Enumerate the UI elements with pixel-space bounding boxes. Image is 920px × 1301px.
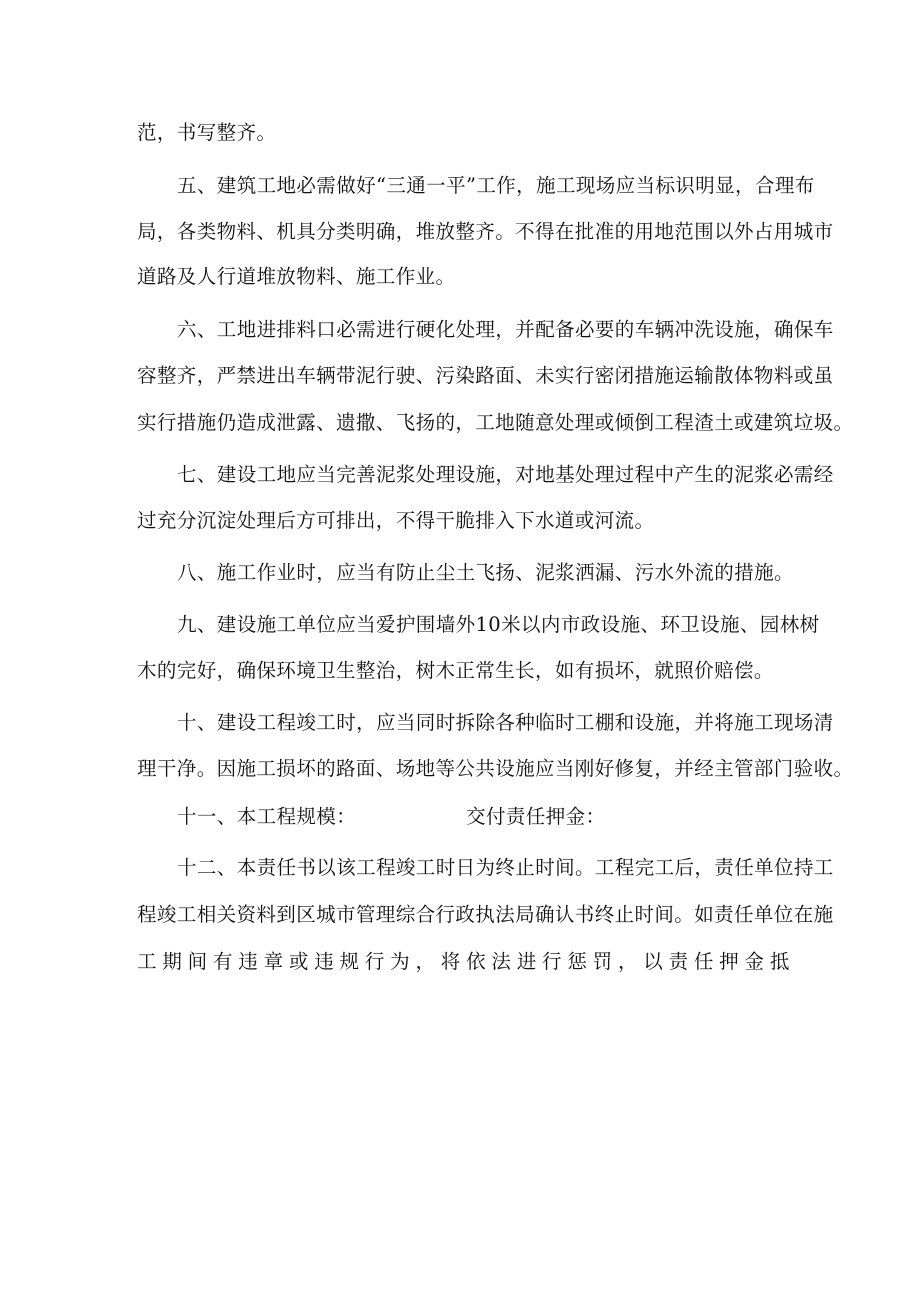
deposit-label: 交付责任押金： — [466, 805, 606, 828]
paragraph-12-line: 十二、本责任书以该工程竣工时日为终止时间。工程完工后，责任单位持工 — [177, 856, 834, 879]
paragraph-5-line: 五、建筑工地必需做好“三通一平”工作，施工现场应当标识明显，合理布 — [177, 174, 815, 197]
project-scale-label: 十一、本工程规模： — [177, 805, 357, 828]
justified-char: 行 — [542, 950, 562, 973]
paragraph-5-line: 道路及人行道堆放物料、施工作业。 — [137, 265, 456, 288]
justified-char: 押 — [719, 950, 740, 973]
paragraph-11-line — [177, 802, 837, 832]
justified-char: 任 — [693, 950, 714, 973]
justified-char: 抵 — [769, 950, 790, 973]
justified-char: 为 — [390, 950, 411, 973]
justified-char: 以 — [643, 950, 664, 973]
justified-char: 惩 — [567, 950, 588, 973]
justified-char: 罚 — [592, 950, 613, 973]
paragraph-12-last-line — [137, 947, 790, 977]
justified-char: 违 — [314, 950, 335, 973]
paragraph-9-line: 九、建设施工单位应当爱护围墙外10米以内市政设施、环卫设施、园林树 — [177, 613, 820, 636]
text-line: 范，书写整齐。 — [137, 121, 277, 144]
justified-char: 或 — [288, 950, 309, 973]
justified-char: 有 — [212, 950, 233, 973]
justified-char: 章 — [263, 950, 284, 973]
justified-char: 期 — [162, 950, 183, 973]
justified-char: 依 — [466, 950, 486, 973]
paragraph-9-line: 木的完好，确保环境卫生整治，树木正常生长，如有损坏，就照价赔偿。 — [137, 659, 774, 682]
paragraph-7-line: 过充分沉淀处理后方可排出，不得干脆排入下水道或河流。 — [137, 509, 655, 532]
justified-char: 间 — [187, 950, 208, 973]
paragraph-10-line: 理干净。因施工损坏的路面、场地等公共设施应当刚好修复，并经主管部门验收。 — [137, 757, 854, 780]
justified-char: ， — [617, 950, 638, 973]
justified-char: 责 — [668, 950, 689, 973]
justified-char: 法 — [491, 950, 512, 973]
justified-char: 金 — [744, 950, 765, 973]
justified-char: 工 — [137, 950, 157, 973]
justified-char: ， — [415, 950, 436, 973]
justified-char: 违 — [238, 950, 259, 973]
justified-char: 行 — [364, 950, 385, 973]
justified-char: 进 — [516, 950, 537, 973]
paragraph-6-line: 实行措施仍造成泄露、遗撒、飞扬的，工地随意处理或倾倒工程渣土或建筑垃圾。 — [137, 411, 854, 434]
paragraph-7-line: 七、建设工地应当完善泥浆处理设施，对地基处理过程中产生的泥浆必需经 — [177, 463, 834, 486]
paragraph-12-line: 程竣工相关资料到区城市管理综合行政执法局确认书终止时间。如责任单位在施 — [137, 903, 834, 926]
paragraph-6-line: 六、工地进排料口必需进行硬化处理，并配备必要的车辆冲洗设施，确保车 — [177, 318, 834, 341]
paragraph-8-line: 八、施工作业时，应当有防止尘土飞扬、泥浆洒漏、污水外流的措施。 — [177, 561, 794, 584]
justified-char: 将 — [440, 950, 461, 973]
justified-char: 规 — [339, 950, 360, 973]
paragraph-5-line: 局，各类物料、机具分类明确，堆放整齐。不得在批准的用地范围以外占用城市 — [137, 220, 834, 243]
paragraph-6-line: 容整齐，严禁进出车辆带泥行驶、污染路面、未实行密闭措施运输散体物料或虽 — [137, 364, 834, 387]
paragraph-10-line: 十、建设工程竣工时，应当同时拆除各种临时工棚和设施，并将施工现场清 — [177, 711, 834, 734]
